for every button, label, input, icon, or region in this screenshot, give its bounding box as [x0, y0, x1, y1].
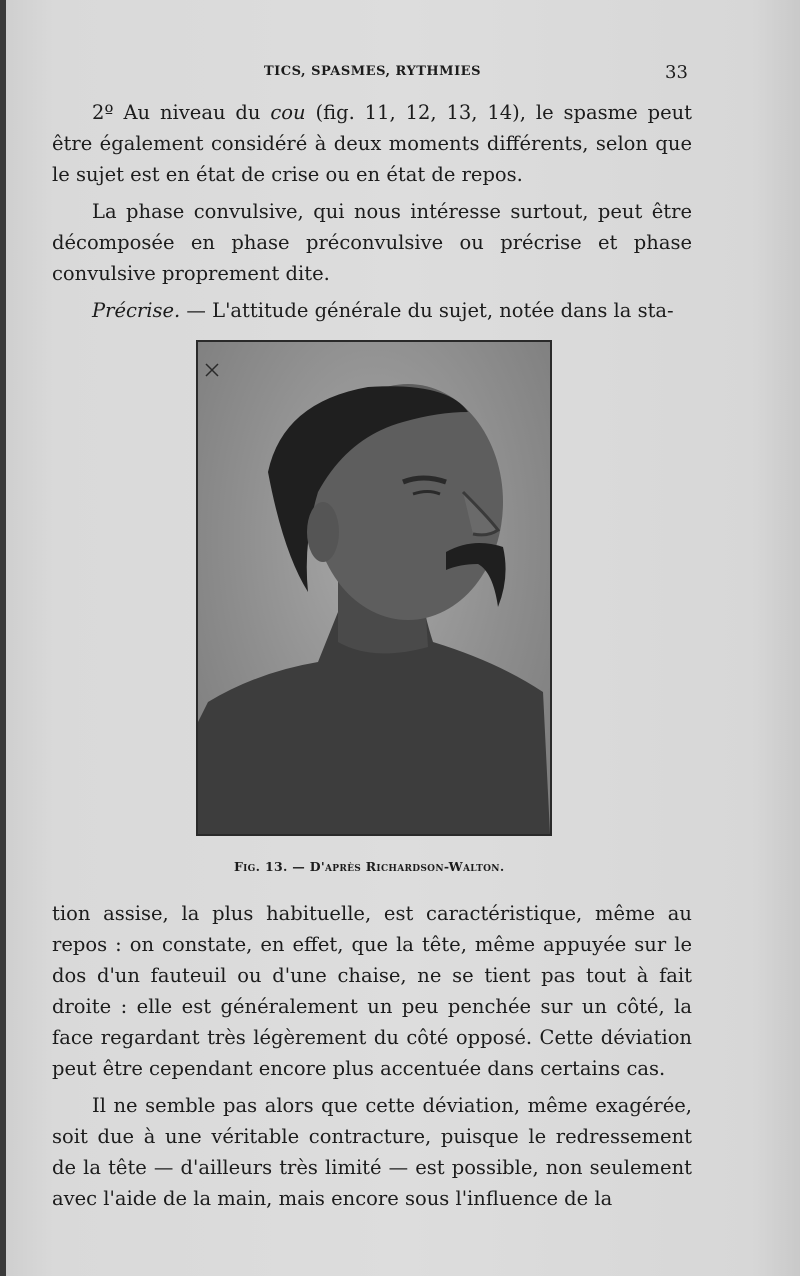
portrait-image: [198, 342, 550, 834]
figure-label: Fig. 13. —: [234, 859, 306, 874]
book-page: [6, 0, 800, 1276]
figure-credit: D'après Richardson-Walton.: [309, 859, 505, 874]
paragraph-phase-convulsive: La phase convulsive, qui nous intéresse surtout, peut être décomposée en phase préconvulsive ou précrise et phase convulsive proprement dite.: [52, 200, 692, 285]
paragraph-cou: [52, 97, 692, 190]
text-block-top: [52, 97, 692, 326]
text-block-bottom: [52, 898, 692, 1214]
emphasis-cou: cou: [270, 101, 306, 124]
figure-caption: [234, 859, 504, 874]
portrait-photograph: [196, 340, 552, 836]
paragraph-continuation: tion assise, la plus habituelle, est caractéristique, même au repos : on constate, en effet, que la tête, même appuyée sur le dos d'un fauteuil ou d'une chaise, ne se tient pas tout à fait droite : elle est généralement un peu penchée sur un côté, la face regardant très légèrement du côté opposé. Cette déviation peut être cependant encore plus accentuée dans certains cas.: [52, 902, 692, 1080]
paragraph-deviation: Il ne semble pas alors que cette déviation, même exagérée, soit due à une véritable contracture, puisque le redressement de la tête — d'ailleurs très limité — est possible, non seulement avec l'aide de la main, mais encore sous l'influence de la: [52, 1094, 692, 1210]
paragraph-rest: (fig. 11, 12, 13, 14), le spasme peut être également considéré à deux moments différents, selon que le sujet est en état de crise ou en état de repos.: [52, 101, 692, 186]
paragraph-lead: 2º Au niveau du: [92, 101, 271, 124]
heading-precrise: Précrise.: [92, 299, 181, 322]
page-number: 33: [665, 62, 688, 83]
paragraph-rest: — L'attitude générale du sujet, notée dans la sta-: [180, 299, 674, 322]
paragraph-precrise: [52, 295, 692, 326]
running-head: TICS, SPASMES, RYTHMIES: [264, 64, 481, 79]
